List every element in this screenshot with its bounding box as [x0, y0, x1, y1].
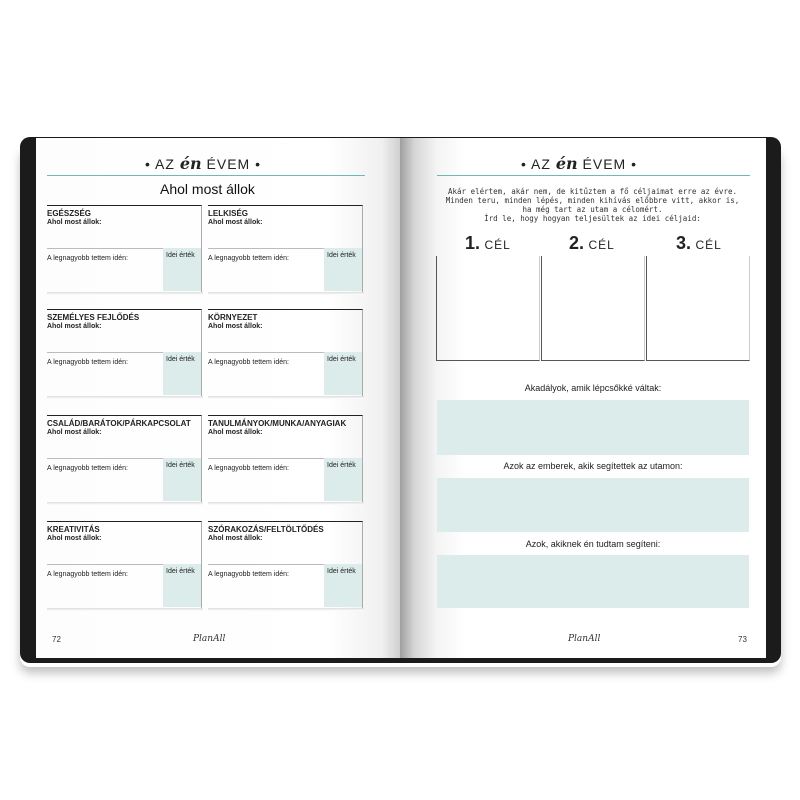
page-number-left: 72: [52, 635, 61, 644]
card-current-label: Ahol most állok:: [47, 429, 102, 436]
card-year-value-label: Idei érték: [327, 462, 356, 469]
card-achievement-label: A legnagyobb tettem idén:: [47, 359, 128, 366]
card-achievement-label: A legnagyobb tettem idén:: [208, 571, 289, 578]
card-achievement-label: A legnagyobb tettem idén:: [47, 255, 128, 262]
helpers-field[interactable]: [437, 478, 749, 532]
card-year-value-field[interactable]: [163, 564, 201, 607]
helpers-label: Azok az emberek, akik segítettek az utamon:: [503, 461, 683, 471]
card-year-value-field[interactable]: [163, 352, 201, 395]
area-card: [47, 205, 202, 292]
card-achievement-label: A legnagyobb tettem idén:: [47, 465, 128, 472]
card-current-label: Ahol most állok:: [47, 219, 102, 226]
header-suffix: ÉVEM •: [582, 156, 637, 172]
card-year-value-field[interactable]: [324, 352, 362, 395]
card-current-label: Ahol most állok:: [208, 535, 263, 542]
goal-word: CÉL: [588, 238, 615, 252]
goal-3-label: [676, 233, 722, 254]
page-number-right: 73: [738, 635, 747, 644]
goal-2-box[interactable]: [541, 256, 645, 361]
header-suffix: ÉVEM •: [206, 156, 261, 172]
card-current-label: Ahol most állok:: [208, 429, 263, 436]
goal-1-label: [465, 233, 511, 254]
card-category: SZÓRAKOZÁS/FELTÖLTŐDÉS: [208, 525, 324, 534]
card-year-value-label: Idei érték: [327, 568, 356, 575]
header-script-word: én: [555, 154, 578, 173]
area-card: [208, 205, 363, 292]
area-card: [47, 521, 202, 608]
obstacles-field[interactable]: [437, 400, 749, 455]
card-year-value-field[interactable]: [324, 458, 362, 501]
intro-line: Minden teru, minden lépés, minden kihívás előbbre vitt, akkor is,: [445, 196, 740, 205]
area-card: [47, 415, 202, 502]
card-current-label: Ahol most állok:: [47, 323, 102, 330]
goal-3-box[interactable]: [646, 256, 750, 361]
intro-line: Akár elértem, akár nem, de kitűztem a fő céljaimat erre az évre.: [448, 187, 737, 196]
area-card: [47, 309, 202, 396]
right-page-header: [521, 154, 637, 173]
card-achievement-label: A legnagyobb tettem idén:: [208, 359, 289, 366]
card-category: CSALÁD/BARÁTOK/PÁRKAPCSOLAT: [47, 419, 191, 428]
right-header-rule: [437, 175, 750, 176]
card-year-value-label: Idei érték: [166, 356, 195, 363]
card-year-value-label: Idei érték: [166, 252, 195, 259]
card-current-label: Ahol most állok:: [47, 535, 102, 542]
header-script-word: én: [179, 154, 202, 173]
card-category: TANULMÁNYOK/MUNKA/ANYAGIAK: [208, 419, 347, 428]
goal-number: 2.: [569, 233, 585, 253]
card-year-value-label: Idei érték: [327, 252, 356, 259]
helped-field[interactable]: [437, 555, 749, 608]
obstacles-label: Akadályok, amik lépcsőkké váltak:: [524, 383, 662, 393]
intro-text: [440, 187, 745, 223]
goal-1-box[interactable]: [436, 256, 540, 361]
card-year-value-field[interactable]: [324, 564, 362, 607]
header-prefix: • AZ: [521, 156, 551, 172]
goal-word: CÉL: [484, 238, 511, 252]
intro-line: ha még tart az utam a célomért.: [522, 205, 663, 214]
goal-2-label: [569, 233, 615, 254]
card-achievement-label: A legnagyobb tettem idén:: [47, 571, 128, 578]
card-current-label: Ahol most állok:: [208, 323, 263, 330]
card-current-label: Ahol most állok:: [208, 219, 263, 226]
card-category: KREATIVITÁS: [47, 525, 100, 534]
card-year-value-label: Idei érték: [327, 356, 356, 363]
intro-line: Írd le, hogy hogyan teljesültek az idei céljaid:: [484, 214, 701, 223]
left-header-rule: [47, 175, 365, 176]
card-achievement-label: A legnagyobb tettem idén:: [208, 255, 289, 262]
card-category: KÖRNYEZET: [208, 313, 258, 322]
card-year-value-label: Idei érték: [166, 568, 195, 575]
card-year-value-label: Idei érték: [166, 462, 195, 469]
helped-label: Azok, akiknek én tudtam segíteni:: [525, 539, 661, 549]
goal-number: 1.: [465, 233, 481, 253]
goal-number: 3.: [676, 233, 692, 253]
card-category: EGÉSZSÉG: [47, 209, 92, 218]
card-year-value-field[interactable]: [324, 248, 362, 291]
card-achievement-label: A legnagyobb tettem idén:: [208, 465, 289, 472]
area-card: [208, 309, 363, 396]
area-card: [208, 521, 363, 608]
card-category: LELKISÉG: [208, 209, 249, 218]
area-card: [208, 415, 363, 502]
card-category: SZEMÉLYES FEJLŐDÉS: [47, 313, 140, 322]
header-prefix: • AZ: [145, 156, 175, 172]
logo-left: PlanAll: [193, 634, 226, 644]
card-year-value-field[interactable]: [163, 248, 201, 291]
left-page-header: [145, 154, 261, 173]
card-year-value-field[interactable]: [163, 458, 201, 501]
goal-word: CÉL: [695, 238, 722, 252]
page-title: Ahol most állok: [160, 181, 255, 197]
logo-right: PlanAll: [568, 634, 601, 644]
